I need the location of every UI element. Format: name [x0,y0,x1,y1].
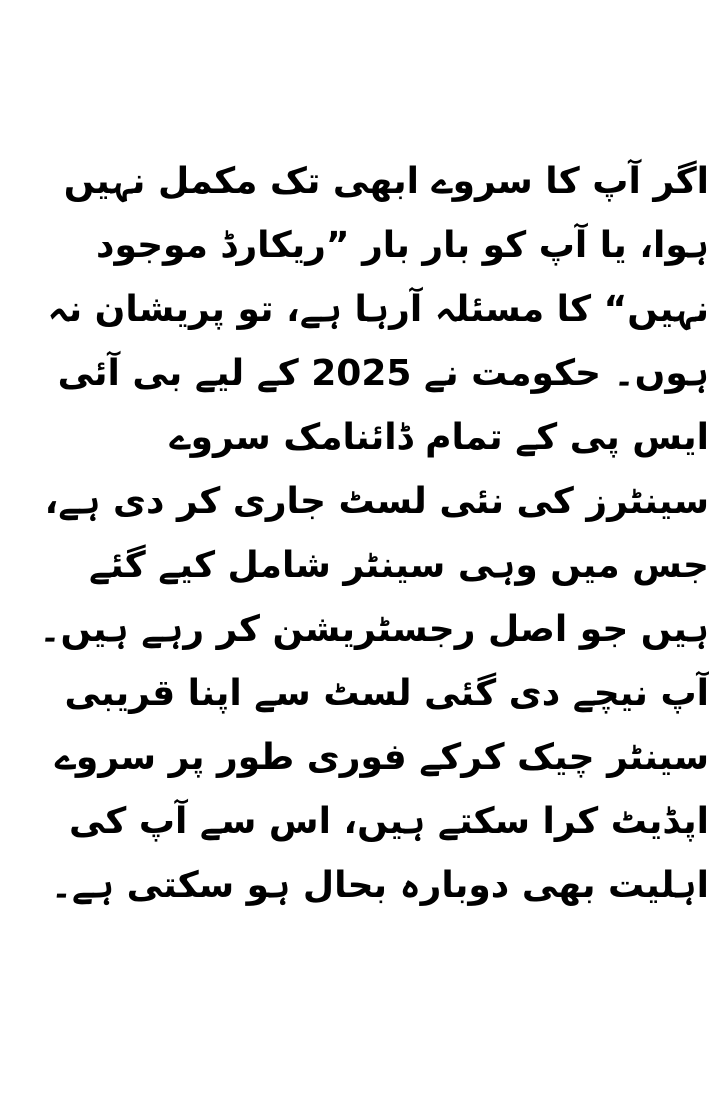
paragraph-line: اگر آپ کا سروے ابھی تک مکمل نہیں [63,161,709,202]
paragraph-line: آپ نیچے دی گئی لسٹ سے اپنا قریبی [64,673,709,714]
paragraph-line: اہلیت بھی دوبارہ بحال ہو سکتی ہے۔ [50,865,709,906]
paragraph-line: سینٹر چیک کرکے فوری طور پر سروے [54,737,709,778]
paragraph-line: ایس پی کے تمام ڈائنامک سروے [169,417,709,458]
urdu-paragraph [36,150,709,918]
paragraph-line: ہوں۔ حکومت نے 2025 کے لیے بی آئی [57,353,709,394]
paragraph-line: اپڈیٹ کرا سکتے ہیں، اس سے آپ کی [68,801,709,842]
paragraph-line: جس میں وہی سینٹر شامل کیے گئے [89,545,709,586]
paragraph-line: سینٹرز کی نئی لسٹ جاری کر دی ہے، [44,481,709,522]
paragraph-line: ہوا، یا آپ کو بار بار ”ریکارڈ موجود [96,225,709,266]
paragraph-line: ہیں جو اصل رجسٹریشن کر رہے ہیں۔ [39,609,709,650]
paragraph-line: نہیں“ کا مسئلہ آرہا ہے، تو پریشان نہ [47,289,709,330]
